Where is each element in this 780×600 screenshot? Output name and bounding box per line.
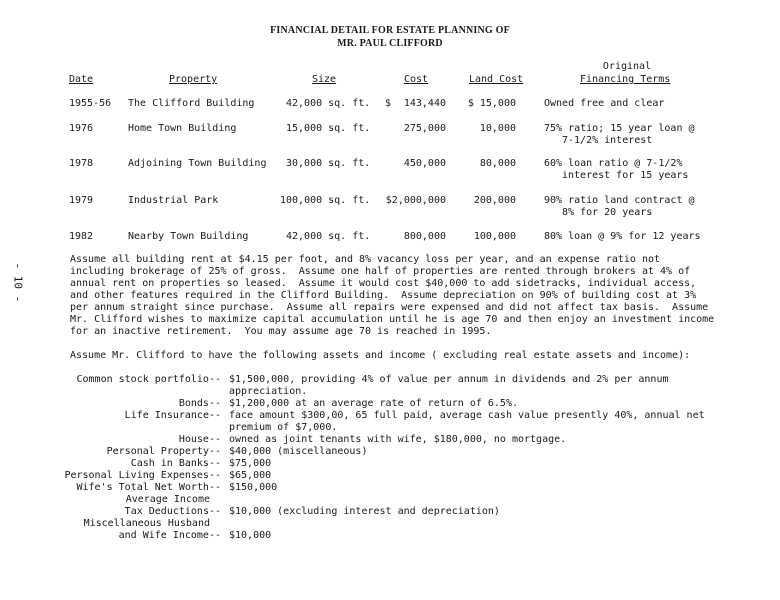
row-date: 1978 (69, 158, 94, 169)
header-financing-top: Original (602, 61, 652, 72)
header-land-cost: Land Cost (469, 74, 524, 85)
row-date: 1976 (69, 123, 94, 134)
row-terms-cont: 7-1/2% interest (562, 135, 653, 146)
row-size: 42,000 sq. ft. (286, 231, 371, 242)
row-cost: 275,000 (403, 123, 446, 134)
asset-value: appreciation. (229, 386, 308, 397)
asset-label: House-- (178, 434, 221, 445)
row-size: 30,000 sq. ft. (286, 158, 371, 169)
row-terms-cont: 8% for 20 years (562, 207, 653, 218)
paragraph-line: including brokerage of 25% of gross. Assume one half of properties are rented through brokers at 4% of (70, 266, 691, 277)
row-cost: $2,000,000 (385, 195, 446, 206)
asset-value: $150,000 (229, 482, 278, 493)
row-date: 1955-56 (69, 98, 112, 109)
document-title: FINANCIAL DETAIL FOR ESTATE PLANNING OF (270, 25, 510, 36)
row-terms-cont: interest for 15 years (562, 170, 689, 181)
asset-label: Personal Property-- (106, 446, 221, 457)
row-terms: 60% loan ratio @ 7-1/2% (544, 158, 683, 169)
paragraph-line: annual rent on properties so leased. Assume it would cost $40,000 to add sidetracks, individual access, (70, 278, 697, 289)
asset-label: and Wife Income-- (118, 530, 221, 541)
row-date: 1979 (69, 195, 94, 206)
document-subtitle: MR. PAUL CLIFFORD (337, 38, 443, 49)
asset-label: Bonds-- (178, 398, 221, 409)
row-property: The Clifford Building (128, 98, 255, 109)
asset-value: $10,000 (229, 530, 272, 541)
row-size: 100,000 sq. ft. (280, 195, 371, 206)
asset-label: Common stock portfolio-- (76, 374, 221, 385)
row-size: 42,000 sq. ft. (286, 98, 371, 109)
header-property: Property (169, 74, 218, 85)
row-property: Home Town Building (128, 123, 237, 134)
asset-value: $10,000 (excluding interest and depreciation) (229, 506, 500, 517)
row-date: 1982 (69, 231, 94, 242)
asset-label: Miscellaneous Husband (83, 518, 210, 529)
row-terms: 80% loan @ 9% for 12 years (544, 231, 701, 242)
asset-label: Tax Deductions-- (124, 506, 221, 517)
row-land-cost: 100,000 (473, 231, 516, 242)
header-cost: Cost (404, 74, 429, 85)
row-cost: 800,000 (403, 231, 446, 242)
paragraph-line: Mr. Clifford wishes to maximize capital accumulation until he is age 70 and then enjoy an investment income (70, 314, 715, 325)
header-date: Date (69, 74, 94, 85)
asset-value: $1,500,000, providing 4% of value per annum in dividends and 2% per annum (229, 374, 669, 385)
row-land-cost: 10,000 (479, 123, 516, 134)
asset-label: Personal Living Expenses-- (64, 470, 221, 481)
row-land-cost: 200,000 (473, 195, 516, 206)
assets-intro: Assume Mr. Clifford to have the following assets and income ( excluding real estate assets and income): (70, 350, 691, 361)
row-terms: Owned free and clear (544, 98, 665, 109)
paragraph-line: for an inactive retirement. You may assume age 70 is reached in 1995. (70, 326, 492, 337)
page-number: - 10 - (11, 262, 25, 303)
paragraph-line: Assume all building rent at $4.15 per foot, and 8% vacancy loss per year, and an expense ratio not (70, 254, 661, 265)
asset-value: face amount $300,00, 65 full paid, average cash value presently 40%, annual net (229, 410, 705, 421)
row-land-cost: 80,000 (479, 158, 516, 169)
asset-label: Life Insurance-- (124, 410, 221, 421)
asset-label: Wife's Total Net Worth-- (76, 482, 221, 493)
row-size: 15,000 sq. ft. (286, 123, 371, 134)
asset-label: Average Income (125, 494, 210, 505)
paragraph-line: and other features required in the Clifford Building. Assume depreciation on 90% of building cost at 3% (70, 290, 697, 301)
row-land-cost: $ 15,000 (467, 98, 516, 109)
asset-label: Cash in Banks-- (130, 458, 221, 469)
asset-value: premium of $7,000. (229, 422, 338, 433)
asset-value: $65,000 (229, 470, 272, 481)
row-terms: 75% ratio; 15 year loan @ (544, 123, 695, 134)
paragraph-line: per annum straight since purchase. Assume all repairs were expensed and did not affect tax basis. Assume (70, 302, 709, 313)
header-size: Size (312, 74, 337, 85)
row-property: Adjoining Town Building (128, 158, 267, 169)
asset-value: owned as joint tenants with wife, $180,000, no mortgage. (229, 434, 567, 445)
asset-value: $75,000 (229, 458, 272, 469)
row-terms: 90% ratio land contract @ (544, 195, 695, 206)
asset-value: $40,000 (miscellaneous) (229, 446, 368, 457)
asset-value: $1,200,000 at an average rate of return of 6.5%. (229, 398, 518, 409)
row-property: Nearby Town Building (128, 231, 249, 242)
row-property: Industrial Park (128, 195, 219, 206)
row-cost: 143,440 (403, 98, 446, 109)
row-cost: 450,000 (403, 158, 446, 169)
header-financing: Financing Terms (580, 74, 671, 85)
row-dollar: $ (385, 98, 392, 109)
